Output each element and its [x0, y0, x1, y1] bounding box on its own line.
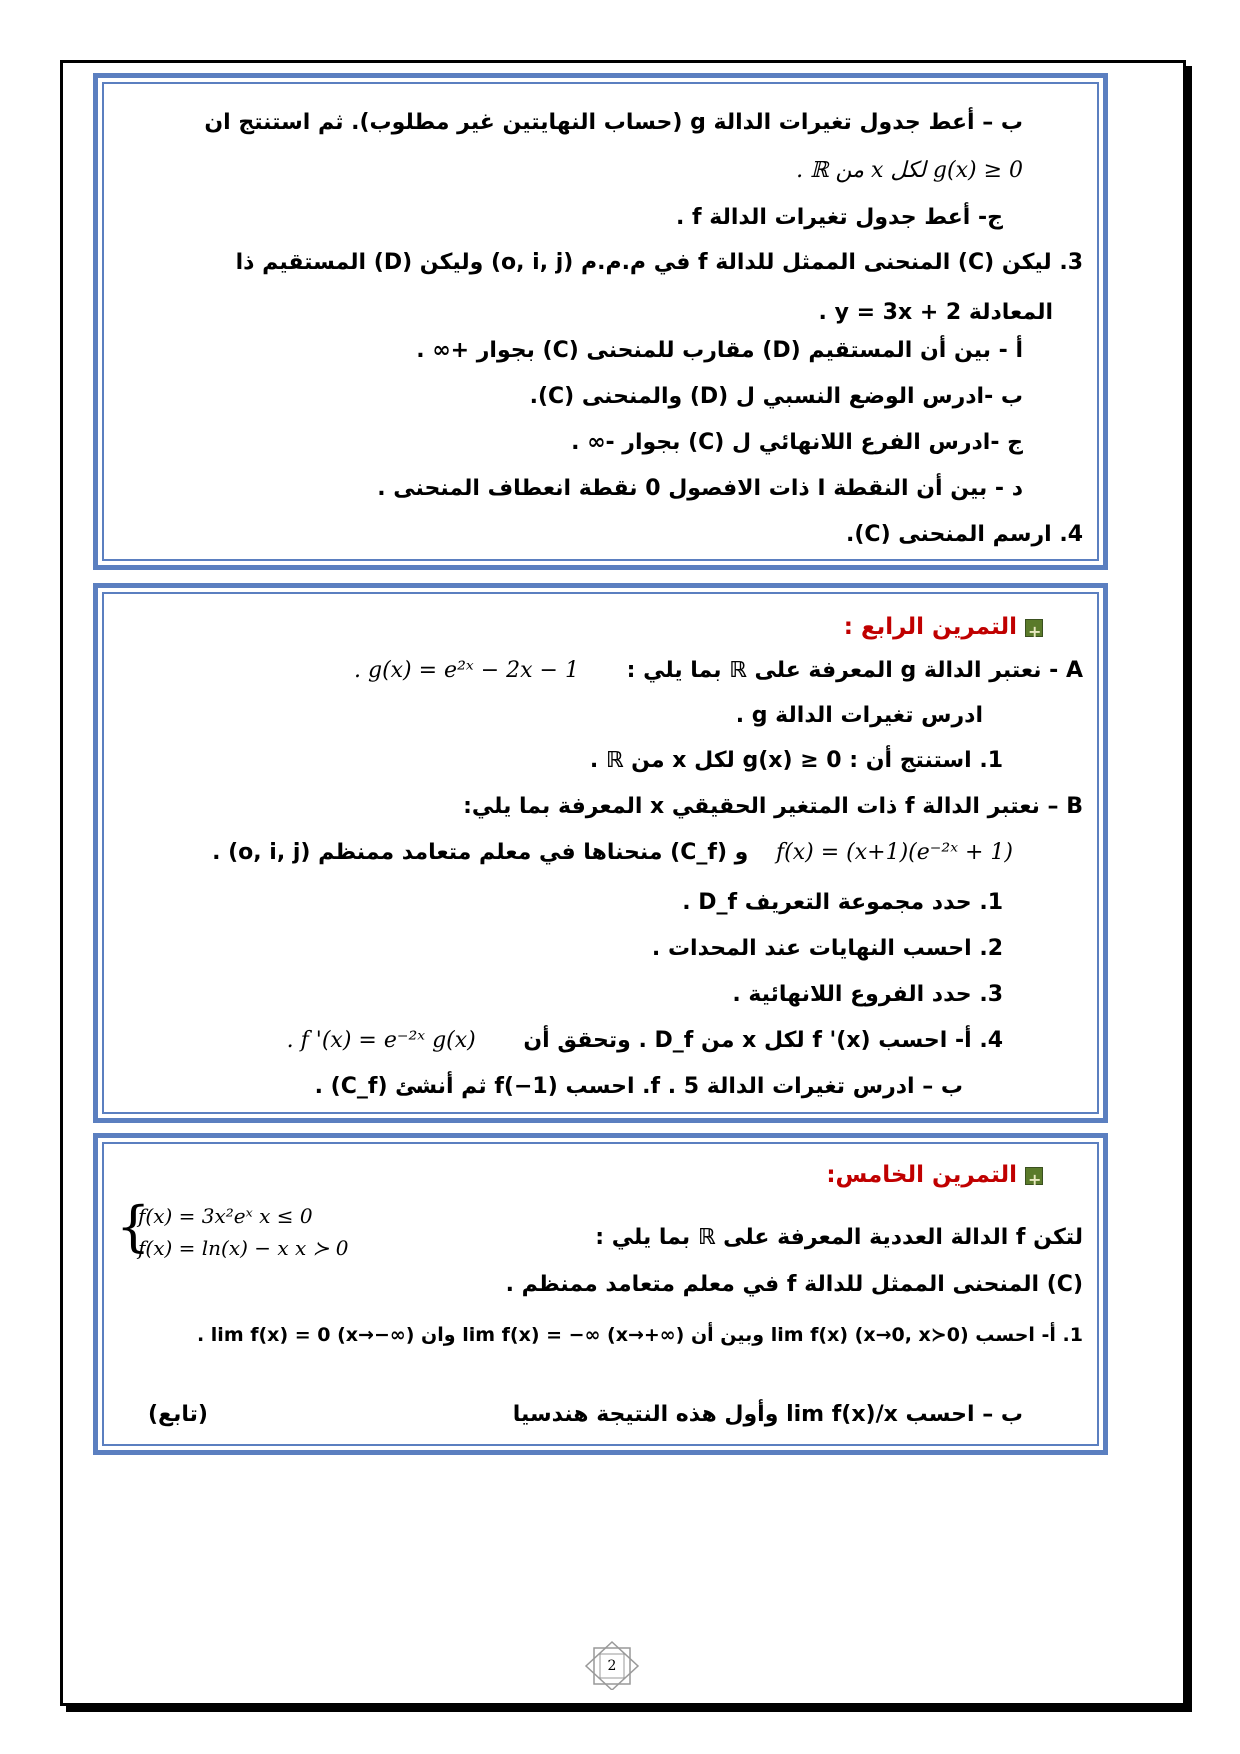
exercise-title: +التمرين الرابع : [98, 612, 1103, 642]
text-line: أ - بين أن المستقيم (D) مقارب للمنحنى (C) بجوار +∞ . [416, 338, 1023, 363]
brace-symbol: { [116, 1195, 151, 1258]
exercise-four-box [93, 583, 1108, 1123]
text-line: 1. أ- احسب lim f(x) (x→0, x≻0) وبين أن lim f(x) = −∞ (x→+∞) وان lim f(x) = 0 (x→−∞) . [196, 1324, 1083, 1346]
text-line: ب – أعط جدول تغيرات الدالة g (حساب النهايتين غير مطلوب). ثم استنتج ان [204, 110, 1023, 135]
text-line: ج -ادرس الفرع اللانهائي ل (C) بجوار -∞ . [571, 430, 1023, 455]
text-line: g(x) ≥ 0 لكل x من ℝ . [796, 158, 1023, 183]
case-line: f(x) = ln(x) − x x ≻ 0 [138, 1236, 349, 1260]
text-line: لتكن f الدالة العددية المعرفة على ℝ بما يلي : [595, 1225, 1083, 1250]
text-line: 3. حدد الفروع اللانهائية . [732, 982, 1003, 1007]
text-line: 1. استنتج أن : g(x) ≥ 0 لكل x من ℝ . [589, 748, 1003, 773]
text-line: ج- أعط جدول تغيرات الدالة f . [676, 205, 1003, 230]
follow-note: (تابع) [148, 1402, 208, 1427]
exercise-five-box [93, 1133, 1108, 1455]
piecewise-definition [116, 1196, 436, 1266]
case-line: f(x) = 3x²eˣ x ≤ 0 [138, 1204, 313, 1228]
bullet-square-icon [1025, 1167, 1043, 1185]
text-line: 2. احسب النهايات عند المحدات . [651, 936, 1003, 961]
exercise-title: +التمرين الخامس: [98, 1160, 1103, 1190]
page-number-ornament [582, 1640, 642, 1700]
text-line: 4. أ- احسب f '(x) لكل x من D_f . وتحقق أن f '(x) = e⁻²ˣ g(x) . [286, 1028, 1003, 1053]
page-number: 2 [607, 1658, 617, 1674]
text-line: د - بين أن النقطة I ذات الافصول 0 نقطة انعطاف المنحنى . [377, 476, 1023, 501]
bullet-square-icon [1025, 619, 1043, 637]
text-line: f(x) = (x+1)(e⁻²ˣ + 1) و (C_f) منحناها في معلم متعامد ممنظم (o, i, j) . [212, 840, 1013, 865]
text-line: ب – ادرس تغيرات الدالة f . 5. احسب f(−1) ثم أنشئ (C_f) . [314, 1074, 963, 1099]
text-line: ادرس تغيرات الدالة g . [735, 703, 983, 728]
text-line: 3. ليكن (C) المنحنى الممثل للدالة f في م.م.م (o, i, j) وليكن (D) المستقيم ذا [235, 250, 1083, 275]
text-line: ب – احسب lim f(x)/x وأول هذه النتيجة هندسيا [512, 1402, 1023, 1427]
text-line: B – نعتبر الدالة f ذات المتغير الحقيقي x المعرفة بما يلي: [463, 794, 1083, 819]
text-line: المعادلة y = 3x + 2 . [818, 300, 1053, 325]
text-line: ب -ادرس الوضع النسبي ل (D) والمنحنى (C). [529, 384, 1023, 409]
text-line: 4. ارسم المنحنى (C). [846, 522, 1083, 547]
exercise-continuation-box [93, 73, 1108, 570]
text-line: 1. حدد مجموعة التعريف D_f . [682, 890, 1003, 915]
text-line: (C) المنحنى الممثل للدالة f في معلم متعامد ممنظم . [505, 1272, 1083, 1297]
text-line: A - نعتبر الدالة g المعرفة على ℝ بما يلي : g(x) = e²ˣ − 2x − 1 . [353, 658, 1083, 683]
